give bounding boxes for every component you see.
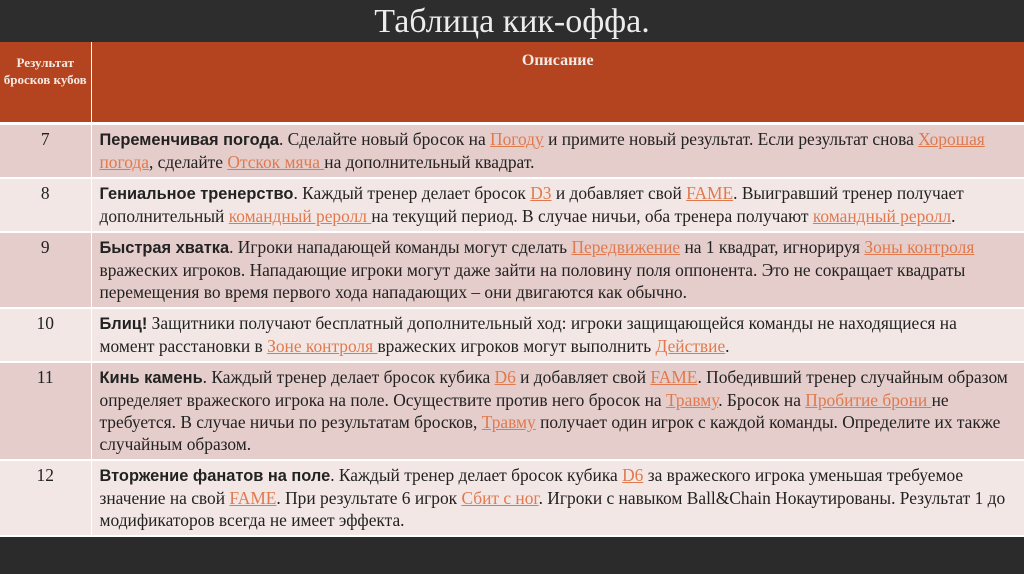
rule-link[interactable]: командный реролл	[812, 206, 952, 226]
description-text: . Сделайте новый бросок на	[278, 129, 491, 149]
description-text: , сделайте	[148, 152, 228, 172]
row-description	[91, 362, 1024, 460]
description-text: . Бросок на	[718, 390, 806, 410]
table-row	[0, 362, 1024, 460]
description-text: на дополнительный квадрат.	[324, 152, 535, 172]
event-name: Вторжение фанатов на поле	[99, 467, 331, 485]
rule-link[interactable]: Сбит с ног	[461, 488, 539, 508]
rule-link[interactable]: Зоне контроля	[267, 336, 378, 356]
description-text: и примите новый результат. Если результат снова	[543, 129, 919, 149]
description-text: вражеских игроков. Нападающие игроки могут даже зайти на половину поля оппонента. Это не сокращает квадраты перемещения во время первого хода нападающих – они двигаются как обычно.	[99, 260, 966, 302]
row-description	[91, 178, 1024, 232]
rule-link[interactable]: D6	[622, 465, 644, 485]
rule-link[interactable]: FAME	[650, 367, 698, 387]
description-text: . При результате 6 игрок	[276, 488, 462, 508]
description-text: .	[951, 206, 956, 226]
rule-link[interactable]: Хорошая погода	[99, 129, 985, 172]
row-description	[91, 232, 1024, 308]
row-description	[91, 460, 1024, 536]
description-text: на текущий период. В случае ничьи, оба тренера получают	[371, 206, 813, 226]
table-row	[0, 178, 1024, 232]
event-name: Кинь камень	[99, 369, 203, 387]
table-row	[0, 308, 1024, 362]
event-name: Блиц!	[99, 315, 148, 333]
roll-result: 9	[0, 232, 91, 308]
description-text: . Каждый тренер делает бросок кубика	[330, 465, 623, 485]
description-text: . Игроки нападающей команды могут сделать	[229, 237, 572, 257]
rule-link[interactable]: Пробитие брони	[805, 390, 932, 410]
row-description	[91, 124, 1024, 179]
roll-result: 10	[0, 308, 91, 362]
roll-result: 12	[0, 460, 91, 536]
description-text: и добавляет свой	[515, 367, 651, 387]
rule-link[interactable]: командный реролл	[228, 206, 372, 226]
description-text: вражеских игроков могут выполнить	[377, 336, 656, 356]
event-name: Быстрая хватка	[99, 239, 230, 257]
description-text: Защитники получают бесплатный дополнительный ход: игроки защищающейся команды не находящиеся на момент расстановки в	[99, 313, 957, 356]
column-header-description: Описание	[91, 42, 1024, 124]
rule-link[interactable]: Травму	[481, 412, 536, 432]
roll-result: 8	[0, 178, 91, 232]
description-text: . Победивший тренер случайным образом определяет вражеского игрока на поле. Осуществите против него бросок на	[99, 367, 1008, 410]
rule-link[interactable]: Передвижение	[571, 237, 681, 257]
roll-result: 11	[0, 362, 91, 460]
table-row	[0, 124, 1024, 179]
description-text: . Каждый тренер делает бросок	[293, 183, 531, 203]
title-bar	[0, 0, 1024, 42]
description-text: . Выигравший тренер получает дополнительный	[99, 183, 964, 226]
rule-link[interactable]: Травму	[665, 390, 719, 410]
rule-link[interactable]: Действие	[655, 336, 726, 356]
rule-link[interactable]: FAME	[686, 183, 734, 203]
rule-link[interactable]: D6	[494, 367, 516, 387]
kickoff-table	[0, 42, 1024, 537]
description-text: и добавляет свой	[551, 183, 687, 203]
rule-link[interactable]: Зоны контроля	[864, 237, 975, 257]
rule-link[interactable]: Погоду	[490, 129, 544, 149]
description-text: . Каждый тренер делает бросок кубика	[202, 367, 495, 387]
column-header-result: Результат бросков кубов	[0, 42, 91, 124]
table-body	[0, 124, 1024, 537]
row-description	[91, 308, 1024, 362]
table-row	[0, 460, 1024, 536]
description-text: на 1 квадрат, игнорируя	[680, 237, 865, 257]
description-text: за вражеского игрока уменьшая требуемое значение на свой	[99, 465, 964, 508]
table-row	[0, 232, 1024, 308]
rule-link[interactable]: FAME	[229, 488, 277, 508]
description-text: получает один игрок с каждой команды. Определите их также случайным образом.	[99, 412, 1001, 454]
header-row	[0, 42, 1024, 124]
rule-link[interactable]: D3	[530, 183, 552, 203]
description-text: . Игроки с навыком Ball&Chain Нокаутированы. Результат 1 до модификаторов всегда не имеет эффекта.	[99, 488, 1006, 530]
page-title: Таблица кик-оффа.	[374, 3, 650, 40]
description-text: .	[725, 336, 730, 356]
description-text: не требуется. В случае ничьи по результатам бросков,	[99, 390, 949, 432]
roll-result: 7	[0, 124, 91, 179]
event-name: Гениальное тренерство	[99, 185, 294, 203]
rule-link[interactable]: Отскок мяча	[227, 152, 325, 172]
event-name: Переменчивая погода	[99, 131, 279, 149]
